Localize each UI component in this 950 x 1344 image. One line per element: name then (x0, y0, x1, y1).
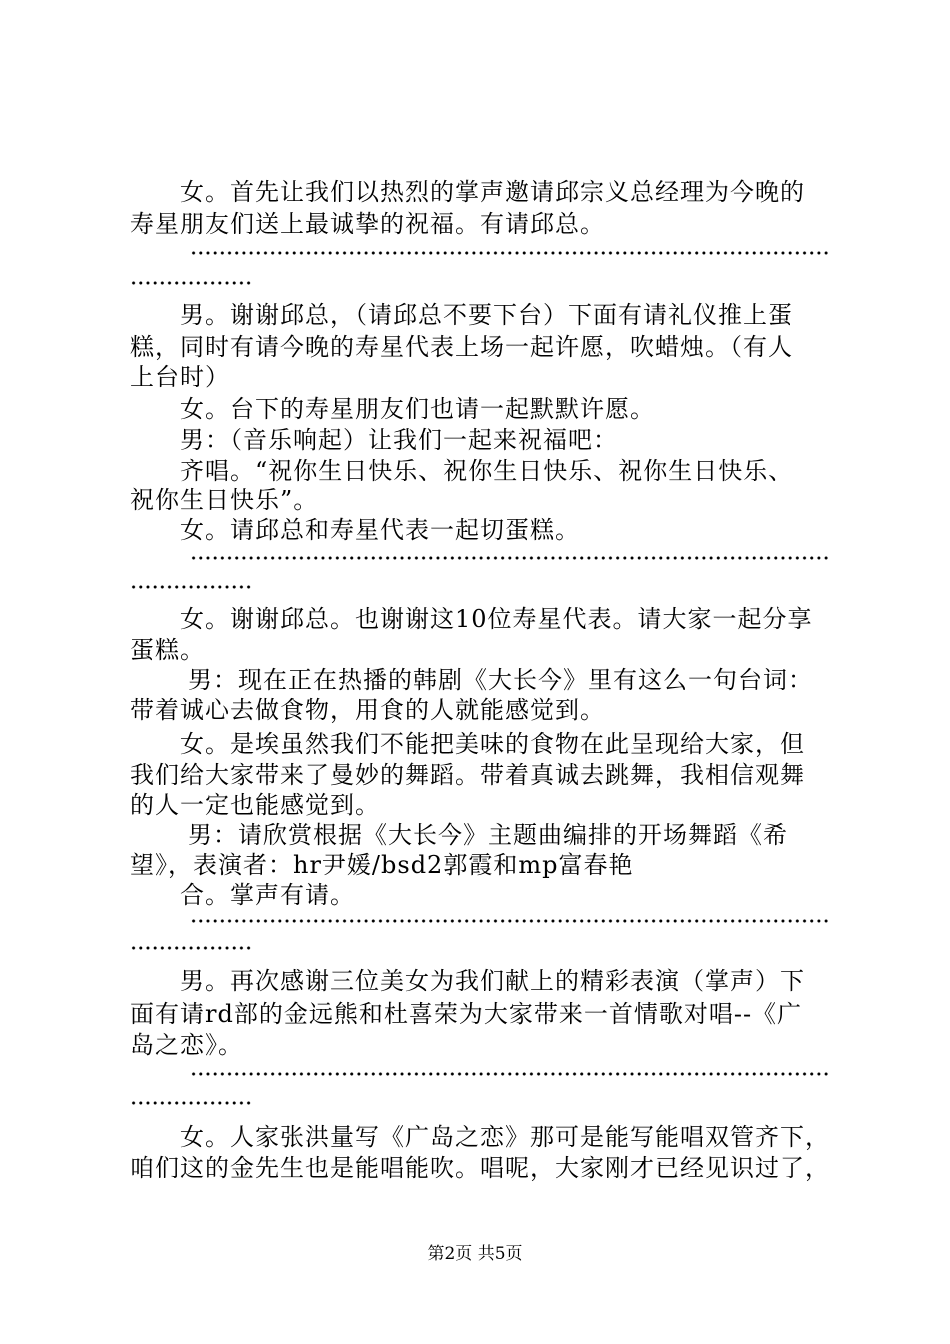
paragraph-line: 祝你生日快乐”。 (130, 486, 319, 514)
paragraph-line: 女。人家张洪量写《广岛之恋》那可是能写能唱双管齐下， (180, 1123, 830, 1151)
paragraph-line: 糕，同时有请今晚的寿星代表上场一起许愿，吹蜡烛。（有人 (130, 333, 793, 361)
paragraph-line: 男。再次感谢三位美女为我们献上的精彩表演（掌声）下 (180, 967, 805, 995)
paragraph-line: 女。谢谢邱总。也谢谢这10位寿星代表。请大家一起分享 (180, 605, 813, 633)
paragraph-line: 男：（音乐响起）让我们一起来祝福吧： (180, 426, 618, 454)
dotted-separator-continuation (130, 945, 252, 951)
paragraph-line: 女。台下的寿星朋友们也请一起默默许愿。 (180, 395, 655, 423)
paragraph-line: 合。掌声有请。 (180, 881, 355, 909)
dotted-separator (190, 1071, 830, 1077)
dotted-separator-continuation (130, 1100, 252, 1106)
paragraph-line: 咱们这的金先生也是能唱能吹。唱呢，大家刚才已经见识过了， (130, 1154, 830, 1182)
paragraph-line: 男：请欣赏根据《大长今》主题曲编排的开场舞蹈《希 (188, 821, 788, 849)
paragraph-line: 寿星朋友们送上最诚挚的祝福。有请邱总。 (130, 210, 605, 238)
dotted-separator-continuation (130, 584, 252, 590)
paragraph-line: 面有请rd部的金远熊和杜喜荣为大家带来一首情歌对唱--《广 (130, 1000, 803, 1028)
paragraph-line: 上台时） (130, 363, 230, 391)
paragraph-line: 的人一定也能感觉到。 (130, 791, 380, 819)
paragraph-line: 男。谢谢邱总，（请邱总不要下台）下面有请礼仪推上蛋 (180, 301, 793, 329)
paragraph-line: 岛之恋》。 (130, 1031, 243, 1059)
paragraph-line: 女。首先让我们以热烈的掌声邀请邱宗义总经理为今晚的 (180, 178, 805, 206)
dotted-separator-continuation (130, 280, 252, 286)
dotted-separator (190, 555, 830, 561)
page-footer: 第2页 共5页 (427, 1244, 523, 1264)
paragraph-line: 女。是埃虽然我们不能把美味的食物在此呈现给大家，但 (180, 730, 805, 758)
paragraph-line: 我们给大家带来了曼妙的舞蹈。带着真诚去跳舞，我相信观舞 (130, 761, 805, 789)
dotted-separator (190, 250, 830, 256)
paragraph-line: 带着诚心去做食物，用食的人就能感觉到。 (130, 696, 605, 724)
paragraph-line: 齐唱。“祝你生日快乐、祝你生日快乐、祝你生日快乐、 (180, 457, 794, 485)
paragraph-line: 蛋糕。 (130, 636, 205, 664)
paragraph-line: 女。请邱总和寿星代表一起切蛋糕。 (180, 516, 580, 544)
dotted-separator (190, 918, 830, 924)
paragraph-line: 望》，表演者：hr尹媛/bsd2郭霞和mp富春艳 (130, 851, 634, 879)
paragraph-line: 男：现在正在热播的韩剧《大长今》里有这么一句台词： (188, 666, 813, 694)
